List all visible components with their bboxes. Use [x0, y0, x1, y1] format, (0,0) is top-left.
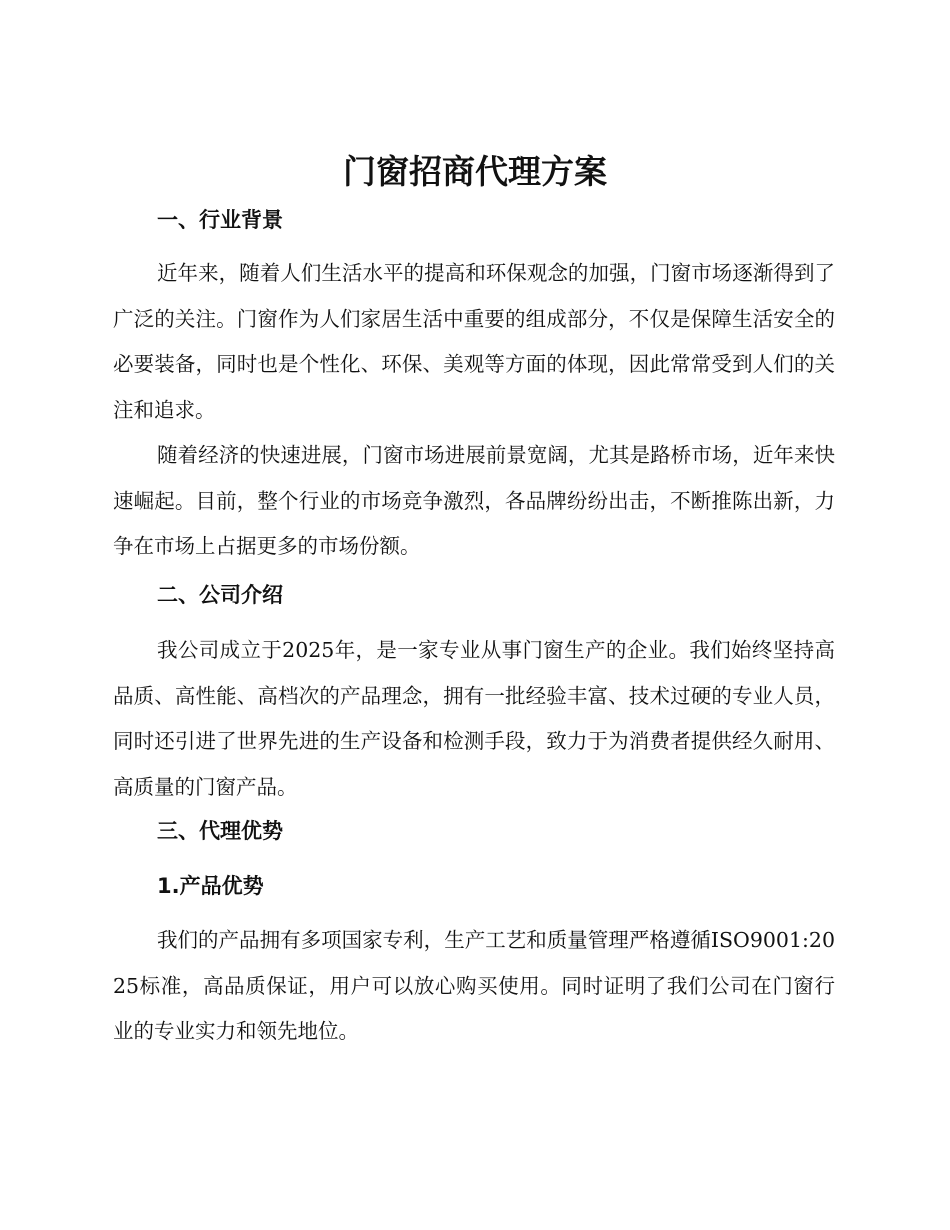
subsection-heading-product-advantages: 1.产品优势: [157, 874, 264, 898]
document-title: 门窗招商代理方案: [343, 152, 607, 191]
section-heading-agency-advantages: 三、代理优势: [157, 819, 283, 843]
paragraph-industry-background-2: 随着经济的快速进展，门窗市场进展前景宽阔，尤其是路桥市场，近年来快速崛起。目前，整个行业的市场竞争激烈，各品牌纷纷出击，不断推陈出新，力争在市场上占据更多的市场份额。: [113, 443, 835, 558]
paragraph-product-advantages: 我们的产品拥有多项国家专利，生产工艺和质量管理严格遵循ISO9001:2025标准，高品质保证，用户可以放心购买使用。同时证明了我们公司在门窗行业的专业实力和领先地位。: [113, 928, 835, 1043]
section-heading-company-intro: 二、公司介绍: [157, 583, 283, 607]
section-heading-industry-background: 一、行业背景: [157, 208, 283, 232]
paragraph-company-intro: 我公司成立于2025年，是一家专业从事门窗生产的企业。我们始终坚持高品质、高性能、高档次的产品理念，拥有一批经验丰富、技术过硬的专业人员，同时还引进了世界先进的生产设备和检测手段，致力于为消费者提供经久耐用、高质量的门窗产品。: [113, 638, 835, 799]
paragraph-industry-background-1: 近年来，随着人们生活水平的提高和环保观念的加强，门窗市场逐渐得到了广泛的关注。门窗作为人们家居生活中重要的组成部分，不仅是保障生活安全的必要装备，同时也是个性化、环保、美观等方面的体现，因此常常受到人们的关注和追求。: [113, 261, 835, 422]
